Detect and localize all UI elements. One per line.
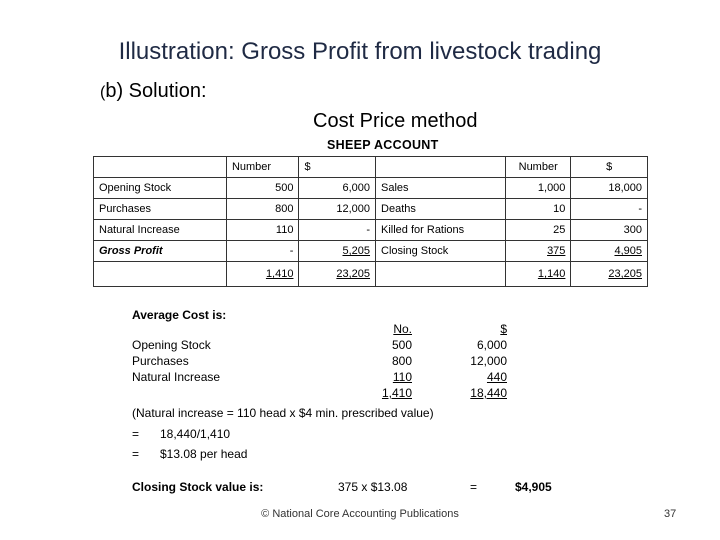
right-amount: 300 [571,220,648,241]
closing-stock-value: $4,905 [515,480,552,494]
table-row [94,199,648,220]
natural-increase-note: (Natural increase = 110 head x $4 min. prescribed value) [132,406,434,420]
average-row-label: Natural Increase [132,370,221,384]
total-left-number: 1,410 [226,262,299,287]
average-total-row [132,386,512,402]
totals-row [94,262,648,287]
left-number: 500 [226,178,299,199]
average-calc-result: $13.08 per head [160,447,248,461]
solution-label: b) Solution: [105,80,207,102]
sheep-account-table [93,156,648,287]
solution-heading [100,80,207,103]
equals-sign: = [132,447,140,461]
method-heading: Cost Price method [313,110,478,132]
dollar-right-header: $ [571,157,648,178]
left-amount: 12,000 [299,199,376,220]
right-number: 375 [505,241,570,262]
table-row [94,178,648,199]
right-label: Sales [376,178,506,199]
number-left-header: Number [226,157,299,178]
right-amount: - [571,199,648,220]
list-item [132,354,512,370]
average-row-amount: 440 [486,370,507,384]
average-row-amount: 6,000 [476,338,507,352]
footer-copyright: © National Core Accounting Publications [261,508,459,520]
average-row-amount: 12,000 [470,354,507,368]
right-number: 1,000 [505,178,570,199]
average-no-header: No. [393,322,412,336]
solution-paren: ( [100,84,106,101]
left-label: Natural Increase [94,220,227,241]
number-right-header: Number [505,157,570,178]
average-columns-header [132,322,512,338]
closing-stock-label: Closing Stock value is: [132,480,264,494]
closing-stock-equals: = [470,480,478,494]
right-number: 25 [505,220,570,241]
right-label: Killed for Rations [376,220,506,241]
table-header-row [94,157,648,178]
left-amount: 6,000 [299,178,376,199]
left-number: - [226,241,299,262]
account-title: SHEEP ACCOUNT [327,138,439,152]
blank-header-cell [376,157,506,178]
average-total-number: 1,410 [381,386,412,400]
right-amount: 4,905 [571,241,648,262]
right-amount: 18,000 [571,178,648,199]
blank-cell [94,262,227,287]
total-right-number: 1,140 [505,262,570,287]
average-row-number: 110 [392,370,412,384]
left-number: 800 [226,199,299,220]
blank-header-cell [94,157,227,178]
average-total-amount: 18,440 [470,386,507,400]
slide-title: Illustration: Gross Profit from livestock trading [118,38,602,65]
dollar-left-header: $ [299,157,376,178]
closing-stock-calc: 375 x $13.08 [338,480,408,494]
table-row [94,241,648,262]
average-calc-step: 18,440/1,410 [160,427,231,441]
average-row-number: 500 [391,338,412,352]
right-label: Deaths [376,199,506,220]
left-amount: 5,205 [299,241,376,262]
left-number: 110 [226,220,299,241]
total-left-amount: 23,205 [299,262,376,287]
equals-sign: = [132,427,140,441]
blank-cell [376,262,506,287]
average-row-label: Purchases [132,354,189,368]
page-number: 37 [664,508,677,520]
left-label: Gross Profit [94,241,227,262]
list-item [132,370,512,386]
average-row-number: 800 [391,354,412,368]
average-amount-header: $ [500,322,507,336]
list-item [132,338,512,354]
left-label: Opening Stock [94,178,227,199]
left-amount: - [299,220,376,241]
left-label: Purchases [94,199,227,220]
right-label: Closing Stock [376,241,506,262]
table-row [94,220,648,241]
total-right-amount: 23,205 [571,262,648,287]
average-row-label: Opening Stock [132,338,211,352]
right-number: 10 [505,199,570,220]
average-cost-heading: Average Cost is: [132,308,227,322]
